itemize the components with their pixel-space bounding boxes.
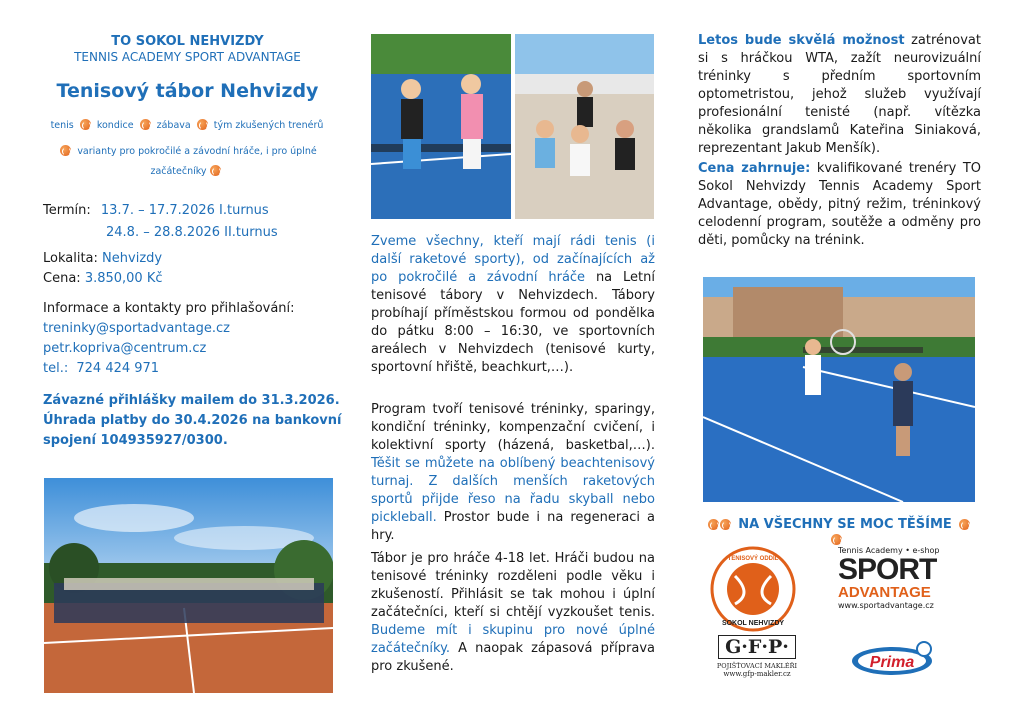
sokol-logo-bottom-text: SOKOL NEHVIZDY bbox=[721, 620, 785, 627]
tennis-ball-icon bbox=[708, 519, 719, 530]
price-label: Cena: bbox=[43, 271, 81, 286]
tennis-ball-icon bbox=[959, 519, 970, 530]
tennis-ball-icon bbox=[60, 145, 71, 156]
sa-sport: SPORT bbox=[838, 553, 937, 586]
org-name: TO SOKOL NEHVIZDY bbox=[111, 34, 264, 49]
price-includes-text: kvalifikované trenéry TO Sokol Nehvizdy Tennis Academy Sport Advantage, obědy, pitný režim, tréninkový celodenní program, soutěže a odměny pro děti, pomůcky na trénink. bbox=[698, 161, 981, 248]
sa-url[interactable]: www.sportadvantage.cz bbox=[838, 601, 934, 610]
phone-line bbox=[43, 360, 159, 378]
age-text-2: A naopak zápasová příprava pro zkušené. bbox=[371, 641, 655, 674]
tennis-ball-icon bbox=[140, 119, 151, 130]
program-text-2: Prostor bude i na regeneraci a hry. bbox=[371, 510, 655, 543]
academy-name: TENNIS ACADEMY SPORT ADVANTAGE bbox=[74, 50, 301, 64]
wta-highlight: Letos bude skvělá možnost bbox=[698, 33, 905, 48]
slogan-text: NA VŠECHNY SE MOC TĚŠÍME bbox=[738, 517, 952, 532]
program-highlight: Těšit se můžete na oblíbený beachtenisový turnaj. Z dalších menších raketových sportů přijde řeso na řadu skyball nebo pickleball. bbox=[371, 456, 655, 525]
price-line bbox=[43, 270, 163, 288]
tennis-ball-icon bbox=[831, 534, 842, 545]
tag-zabava: zábava bbox=[156, 120, 191, 131]
term-line-1 bbox=[43, 202, 269, 220]
wta-text: zatrénovat si s hráčkou WTA, zažít neurovizuální tréninky s předním sportovním optometristou, jehož služeb využívají profesionální tenisté (např. vítězka několika grandslamů Kateřina Siniaková, reprezentant Jakub Menšík). bbox=[698, 33, 981, 156]
age-text: Tábor je pro hráče 4-18 let. Hráči budou na tenisové tréninky rozděleni podle věku i zkušeností. Přihlásit se tak mohou i úplní začátečníci, kteří si chtějí vyzkoušet tenis. bbox=[371, 551, 655, 620]
gfp-logo bbox=[707, 635, 807, 691]
group-photo bbox=[44, 478, 333, 693]
kids-court-photo bbox=[371, 34, 511, 219]
intro-paragraph bbox=[371, 233, 655, 377]
tennis-ball-icon bbox=[80, 119, 91, 130]
phone-value[interactable]: 724 424 971 bbox=[76, 361, 160, 376]
program-paragraph bbox=[371, 401, 655, 545]
phone-label: tel.: bbox=[43, 361, 69, 376]
tagline-row-1 bbox=[42, 118, 332, 134]
prima-logo bbox=[850, 641, 936, 677]
program-text: Program tvoří tenisové tréninky, sparingy, kondiční tréninky, kompenzační cvičení, i kolektivní sporty (házená, basketbal,…). bbox=[371, 402, 655, 453]
tag-tennis: tenis bbox=[50, 120, 74, 131]
deadline-2: Úhrada platby do 30.4.2026 na bankovní bbox=[43, 413, 342, 428]
beach-tennis-photo bbox=[515, 34, 654, 219]
tag-kondice: kondice bbox=[96, 120, 134, 131]
location-value: Nehvizdy bbox=[102, 251, 163, 266]
tag-team: tým zkušených trenérů bbox=[213, 120, 324, 131]
tennis-ball-icon bbox=[210, 165, 221, 176]
tennis-ball-icon bbox=[197, 119, 208, 130]
location-label: Lokalita: bbox=[43, 251, 98, 266]
tag-beginners: začátečníky bbox=[150, 166, 207, 177]
training-photo bbox=[703, 277, 975, 502]
tagline-row-2 bbox=[42, 144, 332, 160]
price-includes-label: Cena zahrnuje: bbox=[698, 161, 811, 176]
term-label: Termín: bbox=[43, 203, 91, 218]
age-paragraph bbox=[371, 550, 655, 676]
contact-heading: Informace a kontakty pro přihlašování: bbox=[43, 301, 295, 316]
prima-text: Prima bbox=[869, 654, 915, 671]
price-value: 3.850,00 Kč bbox=[84, 271, 163, 286]
tag-variants: varianty pro pokročilé a závodní hráče, i pro úplné bbox=[77, 146, 317, 157]
term-2: 24.8. – 28.8.2026 II.turnus bbox=[106, 225, 278, 240]
tagline-row-3 bbox=[42, 164, 332, 180]
age-highlight: Budeme mít i skupinu pro nové úplné začátečníky. bbox=[371, 623, 655, 656]
gfp-url[interactable]: www.gfp-makler.cz bbox=[723, 670, 791, 678]
wta-paragraph bbox=[698, 32, 981, 158]
page-title: Tenisový tábor Nehvizdy bbox=[56, 80, 319, 102]
deadline-1: Závazné přihlášky mailem do 31.3.2026. bbox=[43, 393, 340, 408]
deadline-3: spojení 104935927/0300. bbox=[43, 433, 228, 448]
sa-advantage: ADVANTAGE bbox=[838, 584, 931, 601]
gfp-sub: POJIŠŤOVACÍ MAKLÉŘI bbox=[716, 662, 798, 670]
gfp-main: G·F·P· bbox=[718, 635, 796, 659]
location-line bbox=[43, 250, 162, 268]
sa-tagline: Tennis Academy • e-shop bbox=[838, 546, 940, 555]
email-link-1[interactable]: treninky@sportadvantage.cz bbox=[43, 321, 230, 336]
tennis-ball-icon bbox=[720, 519, 731, 530]
email-link-2[interactable]: petr.kopriva@centrum.cz bbox=[43, 341, 207, 356]
sokol-logo bbox=[710, 546, 796, 632]
sokol-logo-top-text: TENISOVÝ ODDÍL bbox=[727, 556, 779, 562]
intro-text: na Letní tenisové tábory v Nehvizdech. Tábory probíhají příměstskou formou od pondělka do pátku 8:00 – 16:30, ve sportovních areálech v Nehvizdech (tenisové kurty, sportovní hřiště, beachkurt,…). bbox=[371, 270, 655, 375]
sport-advantage-logo bbox=[838, 546, 958, 626]
slogan-row bbox=[703, 517, 975, 547]
price-includes-paragraph bbox=[698, 160, 981, 250]
term-1: 13.7. – 17.7.2026 I.turnus bbox=[100, 203, 269, 218]
intro-highlight: Zveme všechny, kteří mají rádi tenis (i další raketové sporty), od začínajících až po pokročilé a závodní hráče bbox=[371, 234, 655, 285]
